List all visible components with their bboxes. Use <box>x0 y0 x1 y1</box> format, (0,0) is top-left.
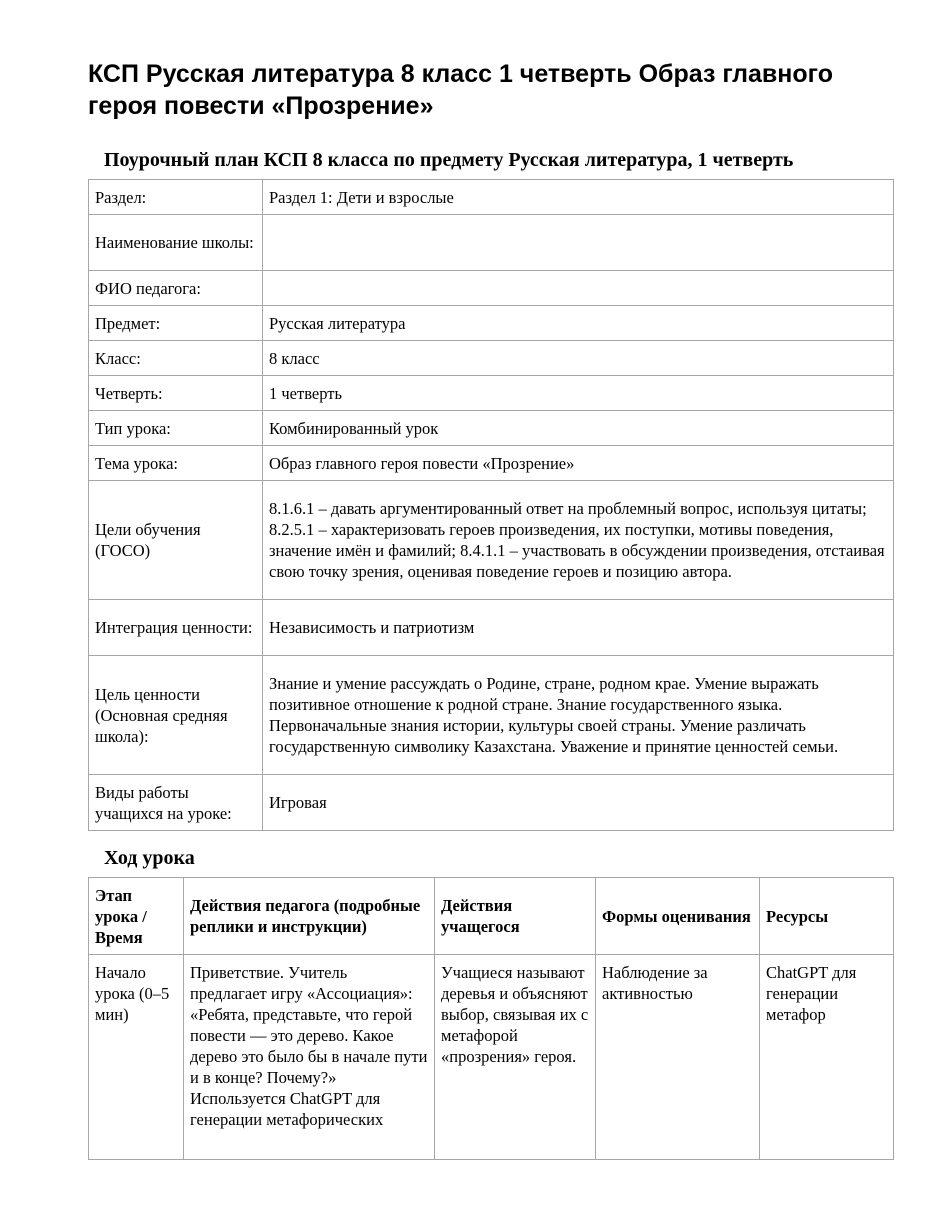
table-row <box>89 411 894 446</box>
row-value: Образ главного героя повести «Прозрение» <box>263 446 894 481</box>
row-label: ФИО педагога: <box>89 271 263 306</box>
table-row <box>89 481 894 600</box>
row-value: Знание и умение рассуждать о Родине, стране, родном крае. Умение выражать позитивное отношение к родной стране. Знание государственного языка. Первоначальные знания истории, культуры своей страны. Умение различать государственную символику Казахстана. Уважение и принятие ценностей семьи. <box>263 656 894 775</box>
table-row <box>89 376 894 411</box>
column-header-assessment: Формы оценивания <box>596 878 760 955</box>
row-value: 1 четверть <box>263 376 894 411</box>
lesson-table <box>88 877 894 1160</box>
row-value: Русская литература <box>263 306 894 341</box>
table-row <box>89 600 894 656</box>
cell-student: Учащиеся называют деревья и объясняют выбор, связывая их с метафорой «прозрения» героя. <box>435 955 596 1160</box>
plan-table <box>88 179 894 831</box>
row-value: Независимость и патриотизм <box>263 600 894 656</box>
row-label: Класс: <box>89 341 263 376</box>
column-header-resources: Ресурсы <box>760 878 894 955</box>
row-label: Интеграция ценности: <box>89 600 263 656</box>
row-value: Игровая <box>263 775 894 831</box>
row-label: Цели обучения (ГОСО) <box>89 481 263 600</box>
table-row <box>89 446 894 481</box>
row-label: Цель ценности (Основная средняя школа): <box>89 656 263 775</box>
table-row <box>89 306 894 341</box>
row-value: 8 класс <box>263 341 894 376</box>
column-header-stage: Этап урока / Время <box>89 878 184 955</box>
table-row <box>89 775 894 831</box>
row-label: Виды работы учащихся на уроке: <box>89 775 263 831</box>
table-row <box>89 341 894 376</box>
cell-resources: ChatGPT для генерации метафор <box>760 955 894 1160</box>
table-row <box>89 180 894 215</box>
table-row <box>89 271 894 306</box>
table-row <box>89 656 894 775</box>
row-label: Раздел: <box>89 180 263 215</box>
column-header-teacher: Действия педагога (подробные реплики и инструкции) <box>184 878 435 955</box>
cell-assessment: Наблюдение за активностью <box>596 955 760 1160</box>
row-value: Раздел 1: Дети и взрослые <box>263 180 894 215</box>
row-label: Четверть: <box>89 376 263 411</box>
page-title: КСП Русская литература 8 класс 1 четверть Образ главного героя повести «Прозрение» <box>88 60 833 120</box>
cell-stage: Начало урока (0–5 мин) <box>89 955 184 1160</box>
row-label: Тип урока: <box>89 411 263 446</box>
table-header-row <box>89 878 894 955</box>
row-label: Предмет: <box>89 306 263 341</box>
row-value: Комбинированный урок <box>263 411 894 446</box>
row-label: Тема урока: <box>89 446 263 481</box>
plan-heading: Поурочный план КСП 8 класса по предмету Русская литература, 1 четверть <box>104 149 794 171</box>
lesson-heading: Ход урока <box>104 847 195 869</box>
table-row <box>89 215 894 271</box>
column-header-student: Действия учащегося <box>435 878 596 955</box>
row-value <box>263 271 894 306</box>
row-label: Наименование школы: <box>89 215 263 271</box>
cell-teacher: Приветствие. Учитель предлагает игру «Ассоциация»: «Ребята, представьте, что герой повести — это дерево. Какое дерево это было бы в начале пути и в конце? Почему?» Используется ChatGPT для генерации метафорических <box>184 955 435 1160</box>
row-value: 8.1.6.1 – давать аргументированный ответ на проблемный вопрос, используя цитаты; 8.2.5.1 – характеризовать героев произведения, их поступки, мотивы поведения, значение имён и фамилий; 8.4.1.1 – участвовать в обсуждении произведения, отстаивая свою точку зрения, оценивая поведение героев и позицию автора. <box>263 481 894 600</box>
row-value <box>263 215 894 271</box>
table-row <box>89 955 894 1160</box>
